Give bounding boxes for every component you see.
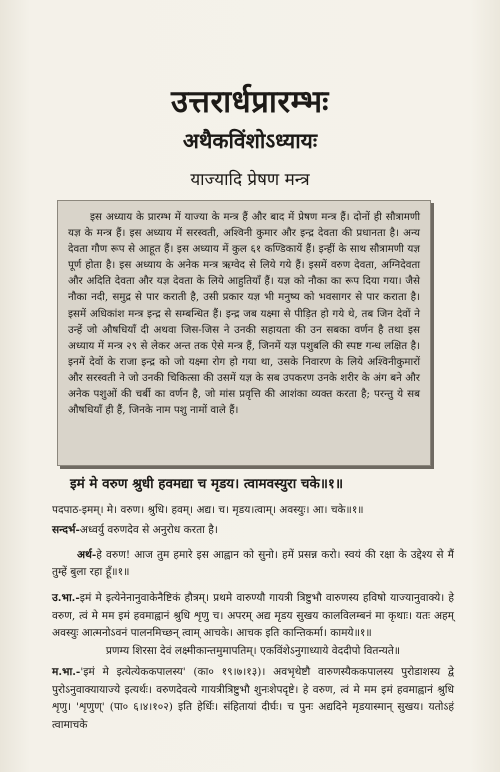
sandarbh-text: अध्वर्यु वरुणदेव से अनुरोध करता है। [79, 524, 218, 536]
mahidhara-bhashya-text: 'इमं मे इत्येत्येककपालस्य' (का० १९।७।१३)। अवभृथेष्टौ वारुणस्यैककपालस्य पुरोडाशस्य द्वे पुरोऽनुवाक्यायाज्ये इत्यर्थः। वरुणदेवत्ये गायत्रीत्रिष्टुभौ शुनःशेपदृष्टे। हे वरुण, त्वं मे मम इमं हवमाह्वानं श्रुधि शृणु। 'शृणुण्' (पा० ६।४।१०२) इति हेर्धिः। संहितायां दीर्घः। च पुनः अद्यदिने मृडयास्मान् सुखय। यतोऽहं त्वामाचके [52, 666, 454, 731]
section-heading: याज्यादि प्रेषण मन्त्र [190, 170, 310, 190]
adhyaya-subtitle: अथैकविंशोऽध्यायः [182, 128, 318, 153]
padapath-label: पदपाठ- [52, 504, 82, 516]
mahidhara-bhashya-label: म.भा.- [52, 666, 81, 678]
sandarbh-label: सन्दर्भ- [52, 524, 80, 536]
chapter-introduction-box [57, 200, 431, 466]
invocation-verse: प्रणम्य शिरसा देवं लक्ष्मीकान्तमुमापतिम्। एकविंशेऽनुगाध्याये वेददीपो वितन्यते॥ [105, 645, 401, 657]
artha-text: हे वरुण! आज तुम हमारे इस आह्वान को सुनो। हमें प्रसन्न करो। स्वयं की रक्षा के उद्देश्य से मैं तुम्हें बुला रहा हूँ॥१॥ [52, 549, 454, 578]
uvata-bhashya-paragraph [52, 590, 454, 643]
chapter-title: उत्तरार्धप्रारम्भः [171, 84, 329, 120]
mahidhara-bhashya-paragraph [52, 664, 454, 734]
artha-paragraph [52, 547, 454, 581]
padapath-line [52, 502, 454, 519]
uvata-bhashya-label: उ.भा.- [52, 592, 80, 604]
padapath-text: इमम्। मे। वरुण। श्रुधि। हवम्। अद्य। च। मृडय।त्वाम्। अवस्युः। आ। चके॥१॥ [81, 504, 364, 516]
introduction-text: इस अध्याय के प्रारम्भ में याज्या के मन्त्र हैं और बाद में प्रेषण मन्त्र हैं। दोनों ही सौत्रामणी यज्ञ के मन्त्र हैं। इस अध्याय में सरस्वती, अश्विनी कुमार और इन्द्र देवता की प्रधानता है। अन्य देवता गौण रूप से आहूत हैं। इस अध्याय में कुल ६१ कण्डिकायें हैं। इन्हीं के साथ सौत्रामणी यज्ञ पूर्ण होता है। इस अध्याय के अनेक मन्त्र ऋग्वेद से लिये गये हैं। इसमें वरुण देवता, अग्निदेवता और अदिति देवता और यज्ञ देवता के लिये आहुतियाँ हैं। यज्ञ को नौका का रूप दिया गया। जैसे नौका नदी, समुद्र से पार कराती है, उसी प्रकार यज्ञ भी मनुष्य को भवसागर से पार कराता है। इसमें अधिकांश मन्त्र इन्द्र से सम्बन्धित हैं। इन्द्र जब यक्ष्मा से पीड़ित हो गये थे, तब जिन देवों ने उन्हें जो औषधियाँ दी अथवा जिस-जिस ने उनकी सहायता की उन सबका वर्णन है तथा इस अध्याय में मन्त्र २९ से लेकर अन्त तक ऐसे मन्त्र हैं, जिनमें यज्ञ पशुबलि की स्पष्ट गन्ध लक्षित है। इनमें देवों के राजा इन्द्र को जो यक्ष्मा रोग हो गया था, उसके निवारण के लिये अश्विनीकुमारों और सरस्वती ने जो उनकी चिकित्सा की उसमें यज्ञ के सब उपकरण उनके शरीर के अंग बने और अनेक पशुओं की चर्बी का वर्णन है, जो मांस प्रवृत्ति की आशंका व्यक्त करता है; परन्तु ये सब औषधियाँ ही हैं, जिनके नाम पशु नामों वाले हैं। [68, 211, 420, 417]
mantra-text: इमं मे वरुण श्रुधी हवमद्या च मृडय। त्वामवस्युरा चके॥१॥ [70, 476, 344, 492]
sandarbh-line [52, 522, 454, 539]
artha-label: अर्थ- [77, 549, 97, 561]
uvata-bhashya-text: इमं मे इत्येनेनानुवाकेनैष्टिकं हौत्रम्। प्रथमे वारुण्यौ गायत्री त्रिष्टुभौ वारुणस्य हविषो याज्यानुवाक्ये। हे वरुण, त्वं मे मम इमं हवमाह्वानं श्रुधि शृणु च। अपरम् अद्य मृडय सुखय कालविलम्बनं मा कृथाः। यतः अहम् अवस्युः आत्मनोऽवनं पालनमिच्छन् त्वाम् आचके। आचक इति कान्तिकर्मा। कामये॥१॥ [52, 592, 454, 639]
